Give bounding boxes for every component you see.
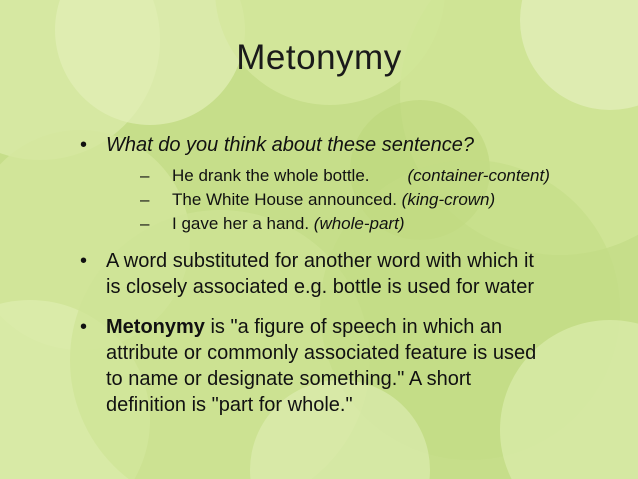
quote-line-rest: is "a figure of speech in which an xyxy=(204,316,503,338)
metonymy-term: Metonymy xyxy=(106,316,205,338)
bullet-question xyxy=(80,132,620,236)
slide-content xyxy=(80,132,620,418)
dash-bullet: – xyxy=(140,166,150,185)
example-sentence: He drank the whole bottle. xyxy=(172,166,370,185)
dash-bullet: – xyxy=(140,214,150,233)
example-item xyxy=(106,164,620,188)
question-text: What do you think about these sentence? xyxy=(106,134,475,156)
bullet-metonymy-quote xyxy=(80,314,620,418)
example-list xyxy=(106,164,620,236)
example-note: (whole-part) xyxy=(313,214,405,233)
dash-bullet: – xyxy=(140,190,150,209)
definition-line: A word substituted for another word with which it xyxy=(106,250,534,272)
example-note: (king-crown) xyxy=(401,190,496,209)
example-sentence: The White House announced. xyxy=(172,190,397,209)
example-note: (container-content) xyxy=(407,166,550,185)
quote-line: definition is "part for whole." xyxy=(106,394,353,416)
bullet-dot: • xyxy=(80,316,88,338)
quote-line xyxy=(106,314,620,340)
quote-line: attribute or commonly associated feature is used xyxy=(106,342,537,364)
bullet-dot: • xyxy=(80,134,88,156)
example-item xyxy=(106,188,620,212)
bullet-definition xyxy=(80,248,620,300)
bullet-dot: • xyxy=(80,250,88,272)
definition-line: is closely associated e.g. bottle is used for water xyxy=(106,276,534,298)
example-sentence: I gave her a hand. xyxy=(172,214,310,233)
slide-title: Metonymy xyxy=(236,38,402,77)
example-item xyxy=(106,212,620,236)
quote-line: to name or designate something." A short xyxy=(106,368,472,390)
